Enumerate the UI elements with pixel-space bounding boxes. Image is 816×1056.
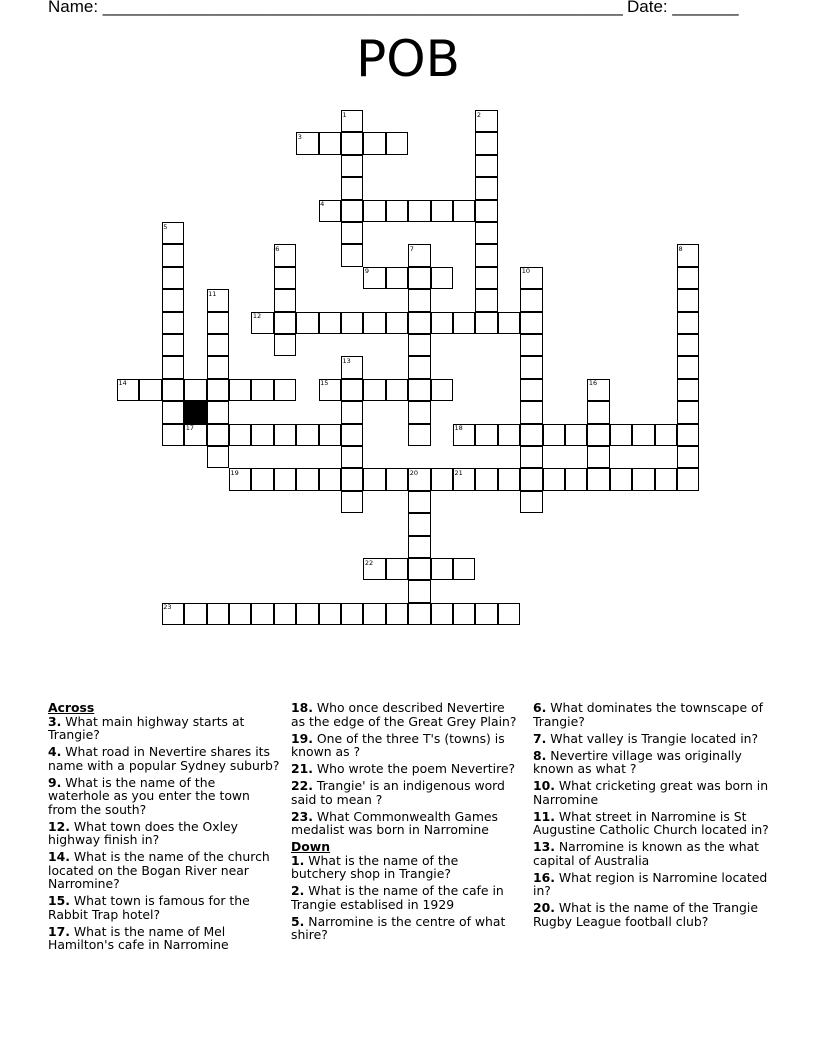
grid-cell[interactable] [207,334,229,356]
grid-cell[interactable] [251,379,273,401]
grid-cell[interactable] [431,267,453,289]
grid-number: 18 [454,424,463,433]
grid-cell[interactable] [341,401,363,423]
grid-cell[interactable] [565,468,587,490]
grid-cell[interactable] [341,132,363,154]
grid-cell[interactable] [453,200,475,222]
grid-number: 13 [342,356,351,365]
grid-cell[interactable] [475,200,497,222]
grid-cell[interactable] [431,200,453,222]
grid-cell[interactable] [363,132,385,154]
grid-cell[interactable] [162,356,184,378]
grid-cell[interactable] [207,603,229,625]
grid-cell[interactable] [207,379,229,401]
grid-cell[interactable] [274,289,296,311]
grid-cell[interactable] [677,267,699,289]
grid-cell[interactable] [319,468,341,490]
grid-number: 10 [521,267,530,276]
across-clue-18: 18. Who once described Nevertire as the edge of the Great Grey Plain? [291,700,517,729]
grid-cell[interactable] [587,401,609,423]
down-clue-11: 11. What street in Narromine is St Augustine Catholic Church located in? [533,808,769,837]
grid-cell[interactable] [431,468,453,490]
grid-cell[interactable] [408,267,430,289]
down-clue-7: 7. What valley is Trangie located in? [533,730,759,746]
grid-number: 11 [208,289,217,298]
grid-cell[interactable] [386,603,408,625]
grid-cell[interactable] [319,603,341,625]
grid-cell[interactable] [520,379,542,401]
grid-number: 16 [588,379,598,388]
grid-cell[interactable] [498,424,520,446]
grid-cell[interactable] [453,603,475,625]
grid-cell[interactable] [162,312,184,334]
grid-cell[interactable] [386,200,408,222]
grid-cell[interactable] [431,312,453,334]
grid-cell[interactable] [341,603,363,625]
grid-cell[interactable] [363,603,385,625]
grid-cell[interactable] [319,132,341,154]
grid-cell[interactable] [677,312,699,334]
grid-cell[interactable] [587,468,609,490]
grid-cell[interactable] [431,379,453,401]
down-clue-16: 16. What region is Narromine located in? [533,869,768,898]
grid-cell[interactable] [207,312,229,334]
grid-cell[interactable] [386,558,408,580]
grid-cell[interactable] [162,379,184,401]
grid-cell[interactable] [408,289,430,311]
across-clue-4: 4. What road in Nevertire shares its name with a popular Sydney suburb? [48,744,280,773]
grid-cell[interactable] [677,289,699,311]
grid-cell[interactable] [207,446,229,468]
grid-cell[interactable] [587,446,609,468]
grid-number: 5 [163,222,168,231]
grid-cell[interactable] [162,424,184,446]
grid-cell[interactable] [341,244,363,266]
down-clue-20: 20. What is the name of the Trangie Rugby League football club? [533,900,758,929]
grid-cell[interactable] [610,424,632,446]
down-clue-8: 8. Nevertire village was originally known as what ? [533,747,742,776]
grid-cell[interactable] [296,468,318,490]
grid-cell[interactable] [587,424,609,446]
grid-number: 12 [252,312,262,321]
across-clue-19: 19. One of the three T's (towns) is known as ? [291,730,505,759]
grid-cell[interactable] [274,603,296,625]
grid-cell[interactable] [296,603,318,625]
grid-cell[interactable] [408,513,430,535]
grid-cell[interactable] [408,356,430,378]
grid-cell[interactable] [632,424,654,446]
grid-cell[interactable] [543,424,565,446]
grid-cell[interactable] [520,446,542,468]
grid-cell[interactable] [386,468,408,490]
grid-number: 9 [364,267,370,276]
grid-cell[interactable] [274,312,296,334]
down-clue-10: 10. What cricketing great was born in Narromine [533,778,769,807]
grid-number: 22 [364,558,374,567]
grid-cell[interactable] [341,222,363,244]
grid-cell[interactable] [184,379,206,401]
grid-cell[interactable] [162,267,184,289]
grid-number: 15 [320,379,329,388]
grid-cell[interactable] [229,424,251,446]
across-clue-15: 15. What town is famous for the Rabbit Trap hotel? [48,893,250,922]
grid-cell[interactable] [408,200,430,222]
grid-cell[interactable] [520,334,542,356]
grid-cell[interactable] [475,312,497,334]
clue-column-1 [48,701,280,955]
grid-number: 7 [409,244,414,253]
grid-cell[interactable] [431,558,453,580]
down-heading: Down [291,839,331,854]
grid-cell[interactable] [408,491,430,513]
grid-cell[interactable] [207,356,229,378]
grid-cell[interactable] [207,401,229,423]
grid-number: 20 [409,468,418,477]
grid-cell[interactable] [341,446,363,468]
grid-number: 21 [454,468,463,477]
grid-cell[interactable] [475,132,497,154]
down-clue-2: 2. What is the name of the cafe in Trangie establised in 1929 [291,883,504,912]
grid-cell[interactable] [677,446,699,468]
grid-cell[interactable] [520,401,542,423]
grid-cell[interactable] [229,379,251,401]
grid-cell[interactable] [677,424,699,446]
across-clue-17: 17. What is the name of Mel Hamilton's cafe in Narromine [48,923,229,952]
grid-cell[interactable] [475,177,497,199]
grid-cell[interactable] [363,379,385,401]
grid-cell[interactable] [408,536,430,558]
grid-number: 1 [342,110,347,119]
grid-cell[interactable] [498,312,520,334]
grid-cell[interactable] [162,244,184,266]
grid-cell[interactable] [341,379,363,401]
grid-number: 2 [476,110,482,119]
grid-cell[interactable] [520,491,542,513]
grid-cell[interactable] [475,155,497,177]
grid-cell[interactable] [408,558,430,580]
grid-cell[interactable] [386,379,408,401]
grid-cell[interactable] [408,312,430,334]
grid-cell[interactable] [251,603,273,625]
grid-cell[interactable] [498,603,520,625]
grid-cell[interactable] [408,334,430,356]
grid-cell[interactable] [386,267,408,289]
grid-cell[interactable] [296,312,318,334]
clue-column-2 [291,701,517,945]
grid-cell[interactable] [475,267,497,289]
grid-cell[interactable] [251,468,273,490]
down-clue-1: 1. What is the name of the butchery shop in Trangie? [291,852,459,881]
across-heading: Across [48,700,95,715]
grid-number: 23 [163,603,172,612]
grid-cell[interactable] [655,468,677,490]
grid-cell[interactable] [274,379,296,401]
grid-cell[interactable] [431,603,453,625]
grid-cell[interactable] [341,468,363,490]
grid-cell[interactable] [453,312,475,334]
grid-cell[interactable] [475,424,497,446]
across-clue-21: 21. Who wrote the poem Nevertire? [291,761,516,776]
grid-cell[interactable] [565,424,587,446]
grid-cell[interactable] [207,424,229,446]
clue-column-3 [533,701,769,932]
page-title: POB [356,30,460,88]
grid-cell[interactable] [453,558,475,580]
grid-cell[interactable] [498,468,520,490]
grid-cell[interactable] [363,312,385,334]
grid-cell[interactable] [162,401,184,423]
grid-cell[interactable] [363,468,385,490]
grid-cell[interactable] [341,424,363,446]
grid-cell[interactable] [319,424,341,446]
grid-cell[interactable] [655,424,677,446]
grid-cell[interactable] [408,424,430,446]
grid-cell[interactable] [408,580,430,602]
grid-number: 17 [185,424,194,433]
grid-number: 3 [297,132,302,141]
grid-number: 14 [118,379,127,388]
grid-cell[interactable] [341,155,363,177]
across-clue-12: 12. What town does the Oxley highway finish in? [48,818,238,847]
grid-cell[interactable] [520,289,542,311]
down-clue-5: 5. Narromine is the centre of what shire? [291,913,506,942]
grid-cell[interactable] [274,424,296,446]
grid-cell[interactable] [341,177,363,199]
grid-cell[interactable] [677,401,699,423]
grid-cell[interactable] [251,424,273,446]
grid-number: 6 [275,244,280,253]
grid-cell[interactable] [475,468,497,490]
grid-cell[interactable] [677,468,699,490]
grid-cell[interactable] [341,312,363,334]
grid-cell[interactable] [229,603,251,625]
grid-number: 19 [230,468,239,477]
grid-cell[interactable] [610,468,632,490]
grid-cell[interactable] [677,356,699,378]
grid-cell[interactable] [408,603,430,625]
across-clue-22: 22. Trangie' is an indigenous word said to mean ? [291,778,505,807]
grid-cell[interactable] [139,379,161,401]
grid-cell[interactable] [296,424,318,446]
down-clue-13: 13. Narromine is known as the what capital of Australia [533,839,760,868]
grid-cell[interactable] [475,289,497,311]
grid-cell[interactable] [520,424,542,446]
grid-cell[interactable] [677,379,699,401]
grid-cell[interactable] [408,401,430,423]
grid-cell[interactable] [341,200,363,222]
grid-cell[interactable] [475,244,497,266]
grid-cell[interactable] [543,468,565,490]
grid-cell[interactable] [319,312,341,334]
grid-cell[interactable] [184,603,206,625]
down-clue-6: 6. What dominates the townscape of Trangie? [533,700,764,729]
grid-cell[interactable] [162,334,184,356]
across-clue-9: 9. What is the name of the waterhole as you enter the town from the south? [48,774,250,817]
grid-cell[interactable] [520,356,542,378]
date-field-label: Date: _______ [627,0,739,16]
grid-cell[interactable] [274,468,296,490]
grid-number: 4 [320,200,325,209]
name-field-label: Name: _______________________________________________________ [48,0,623,16]
grid-cell[interactable] [677,334,699,356]
grid-cell[interactable] [341,491,363,513]
grid-cell[interactable] [162,289,184,311]
grid-cell[interactable] [363,200,385,222]
across-clue-14: 14. What is the name of the church located on the Bogan River near Narromine? [48,849,270,891]
grid-cell[interactable] [386,132,408,154]
grid-number: 8 [678,244,683,253]
grid-cell[interactable] [475,603,497,625]
grid-cell[interactable] [274,334,296,356]
black-square [184,401,206,423]
across-clue-3: 3. What main highway starts at Trangie? [48,713,245,742]
grid-cell[interactable] [520,468,542,490]
grid-cell[interactable] [408,379,430,401]
grid-cell[interactable] [632,468,654,490]
grid-cell[interactable] [475,222,497,244]
grid-cell[interactable] [274,267,296,289]
grid-cell[interactable] [386,312,408,334]
across-clue-23: 23. What Commonwealth Games medalist was born in Narromine [291,808,498,837]
grid-cell[interactable] [520,312,542,334]
